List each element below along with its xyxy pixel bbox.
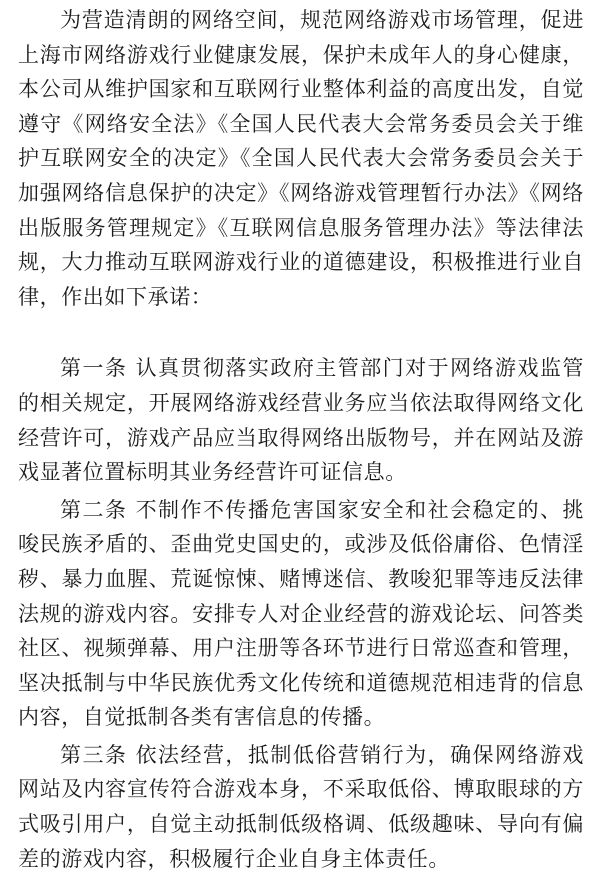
article-text: 不制作不传播危害国家安全和社会稳定的、挑唆民族矛盾的、歪曲党史国史的，或涉及低俗庸俗、色情淫秽、暴力血腥、荒诞惊悚、赌博迷信、教唆犯罪等违反法律法规的游戏内容。安排专人对企业经营的游戏论坛、问答类社区、视频弹幕、用户注册等各环节进行日常巡查和管理，坚决抵制与中华民族优秀文化传统和道德规范相违背的信息内容，自觉抵制各类有害信息的传播。: [18, 497, 585, 730]
article-1: [18, 348, 584, 489]
article-3: [18, 735, 584, 876]
article-number: 第一条: [60, 356, 128, 381]
article-text: 认真贯彻落实政府主管部门对于网络游戏监管的相关规定，开展网络游戏经营业务应当依法取得网络文化经营许可，游戏产品应当取得网络出版物号，并在网站及游戏显著位置标明其业务经营许可证信息。: [18, 356, 585, 485]
article-number: 第二条: [60, 497, 128, 522]
article-text: 依法经营，抵制低俗营销行为，确保网络游戏网站及内容宣传符合游戏本身，不采取低俗、博取眼球的方式吸引用户，自觉主动抵制低级格调、低级趣味、导向有偏差的游戏内容，积极履行企业自身主体责任。: [18, 742, 585, 871]
paragraph-spacer: [18, 314, 584, 348]
document-body: [18, 0, 584, 876]
article-2: [18, 490, 584, 735]
article-number: 第三条: [60, 742, 128, 767]
preamble-paragraph: 为营造清朗的网络空间，规范网络游戏市场管理，促进上海市网络游戏行业健康发展，保护未成年人的身心健康，本公司从维护国家和互联网行业整体利益的高度出发，自觉遵守《网络安全法》《全国人民代表大会常务委员会关于维护互联网安全的决定》《全国人民代表大会常务委员会关于加强网络信息保护的决定》《网络游戏管理暂行办法》《网络出版服务管理规定》《互联网信息服务管理办法》等法律法规，大力推动互联网游戏行业的道德建设，积极推进行业自律，作出如下承诺：: [18, 8, 584, 309]
